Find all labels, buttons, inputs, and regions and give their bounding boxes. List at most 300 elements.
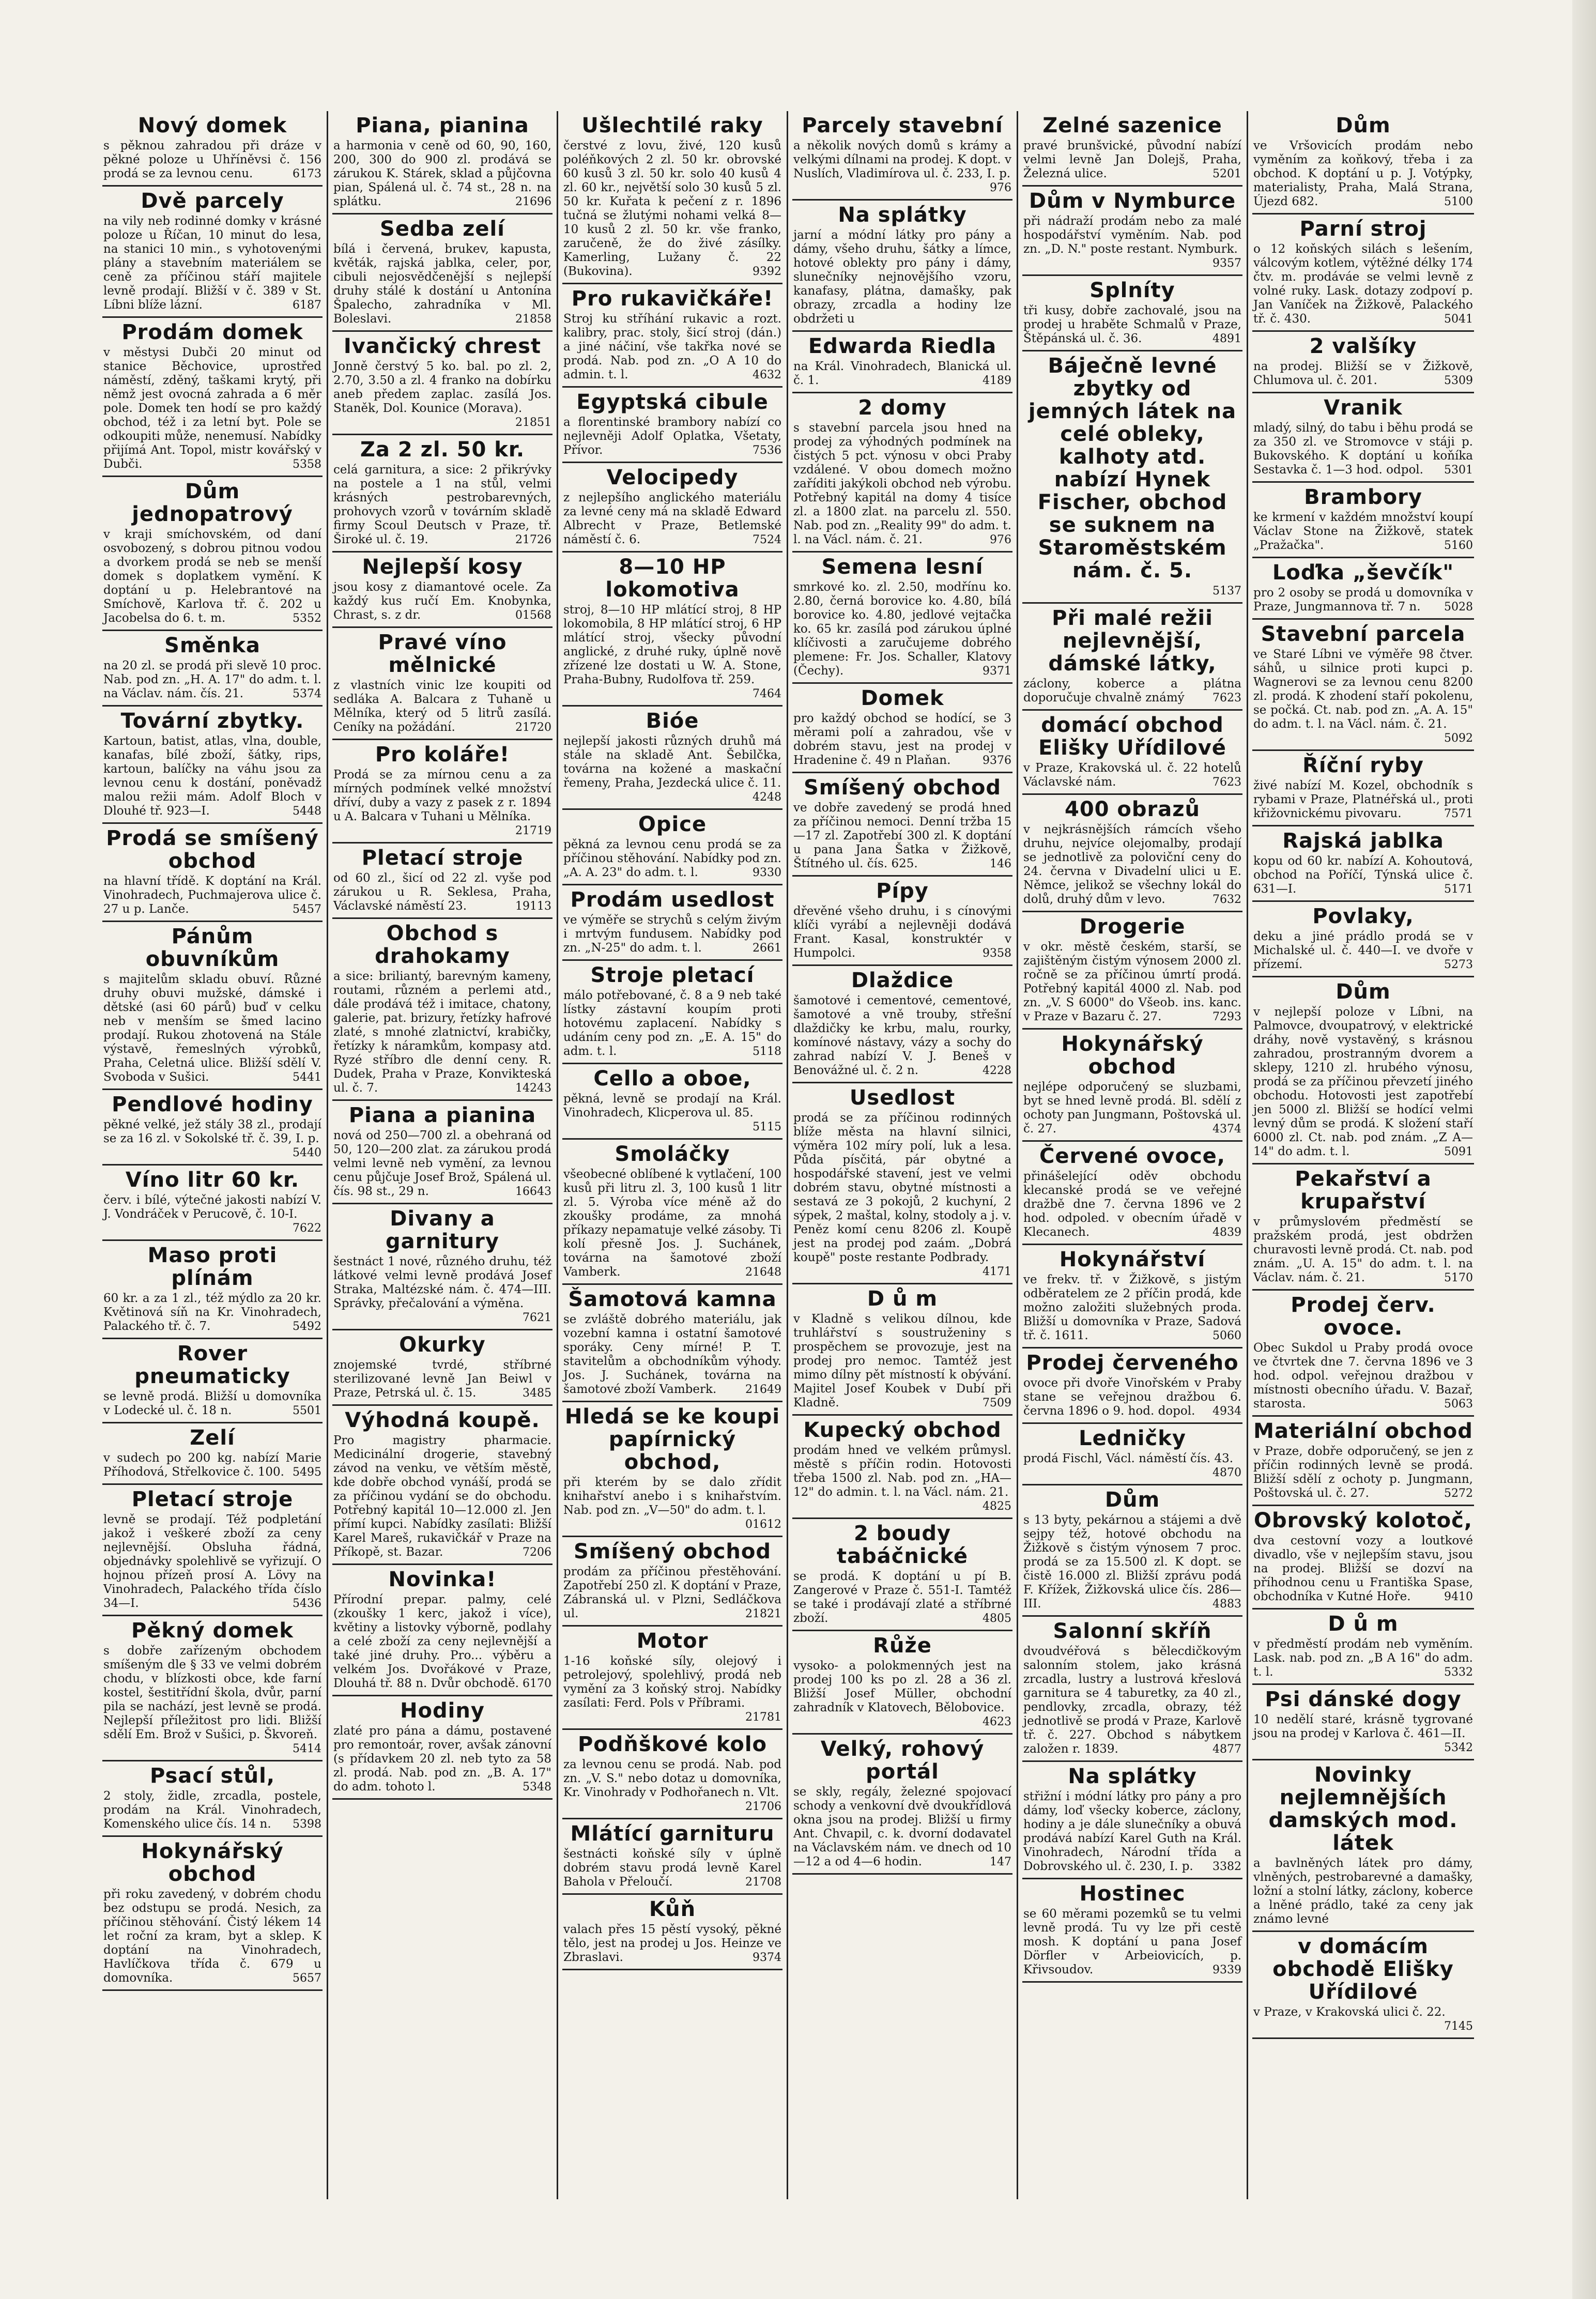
ad-body (793, 1659, 1011, 1728)
ad-code: 5309 (1444, 374, 1473, 387)
classified-ad (792, 393, 1012, 553)
ad-body (333, 463, 551, 547)
ad-title: Splníty (1089, 279, 1175, 302)
classified-ad (1022, 1879, 1242, 1983)
ad-body (1023, 1080, 1241, 1136)
ad-text: a sice: briliantý, barevným kameny, routami, různém a perlemi atd., dále prodává též i imitace, chatony, galerie, pat. brizury, řetízky hafrové zlaté, s mnohé zlatnictví, krabičky, řetízky k náramkům, kompasy atd. Ryzé stříbro dle denní ceny. R. Dudek, Praha v Praze, Konvikteská ul. č. 7. (333, 970, 551, 1095)
ad-code: 5063 (1444, 1398, 1473, 1411)
ad-code: 4891 (1213, 332, 1241, 345)
ad-title: Piana a pianina (348, 1103, 536, 1127)
ad-text: při roku zavedený, v dobrém chodu bez odstupu se prodá. Nesich, za příčinou stěhování. Čistý lékem 14 let roční za kram, byt a sklep. K doptání na Vinohradech, Havlíčkova třída č. 679 u domovníka. (103, 1888, 321, 1985)
ad-title: Ušlechtilé raky (581, 114, 763, 137)
classified-ad (562, 111, 782, 284)
ad-code: 7623 (1213, 692, 1241, 704)
classified-ad (1022, 351, 1242, 604)
classified-ad (102, 631, 323, 707)
classified-ad (792, 966, 1012, 1083)
classified-ad (792, 1735, 1012, 1875)
ad-body (1253, 1341, 1473, 1411)
ad-body (563, 1654, 781, 1724)
ad-body (793, 1111, 1011, 1278)
ad-title: Kupecký obchod (803, 1418, 1002, 1442)
ad-title: Maso proti plínám (147, 1244, 278, 1290)
ad-text: mladý, silný, do tabu i běhu prodá se za 350 zl. ve Stromovce v stáji p. Bukovského. K doptání u koňíka Sestavka č. 1—3 hod. odpol. (1253, 421, 1473, 477)
ad-title: Dům jednopatrový (132, 480, 293, 526)
ad-text: 10 nedělí staré, krásně tygrované jsou na prodej v Karlova č. 461—II. (1253, 1713, 1473, 1740)
ad-body (333, 242, 551, 326)
classified-ad (1252, 1760, 1474, 1932)
ad-title: Báječně levné zbytky od jemných látek na celé obleky, kalhoty atd. nabízí Hynek Fischer, obchod se suknem na Staroměstském nám. č. 5. (1028, 354, 1237, 583)
ad-text: se zvláště dobrého materiálu, jak vozební kamna i ostatní šamotové sporáky. Ceny mírné! P. T. stavitelům a obchodníkům výhody. Jos. J. Suchánek, továrna na šamotové zboží Vamberk. (563, 1313, 781, 1396)
classified-ad (562, 284, 782, 388)
ad-title: Motor (636, 1629, 709, 1653)
ad-title: D ů m (1328, 1612, 1399, 1636)
ad-title: Parcely stavební (802, 114, 1003, 137)
ad-text: pěkná, levně se prodají na Král. Vinohradech, Klicperova ul. 85. (563, 1092, 781, 1120)
ad-title: Prodej červ. ovoce. (1291, 1293, 1436, 1340)
ad-text: v nejkrásnějších rámcích všeho druhu, nejvíce olejomalby, prodají se jednotlivě za poloviční ceny do 24. června v Divadelní ulici u E. Němce, jelikož se všechny lokál do dolů, druhý dům v levo. (1023, 823, 1241, 906)
ad-code: 4632 (753, 369, 781, 381)
ad-body (1023, 214, 1241, 270)
ad-title: Víno litr 60 kr. (125, 1168, 300, 1192)
ad-text: s pěknou zahradou při dráze v pěkné poloze u Uhříněvsi č. 156 prodá se za levnou cenu. (103, 139, 321, 180)
ad-body (793, 421, 1011, 547)
ad-code: 01568 (515, 609, 551, 622)
ad-body (1253, 421, 1473, 477)
ad-title: Sedba zelí (380, 217, 505, 241)
ad-code: 5272 (1444, 1487, 1473, 1500)
ad-text: ve Vršovicích prodám nebo vyměním za koňkový, třeba i za obchod. K doptání u p. J. Votýpky, materialisty, Praha, Malá Strana, Újezd 682. (1253, 139, 1473, 208)
ad-code: 6173 (293, 167, 321, 180)
classified-ad (1022, 1245, 1242, 1348)
column-4 (788, 111, 1018, 2199)
ad-text: Pro magistry pharmacie. Medicinální drogerie, stavebný závod na venku, ve větším městě, kde dobře obchod vynáší, prodá se za příčinou vydání se do obchodu. Potřebný kapitál 10—12.000 zl. Jen přímí kupci. Nabídky zasílati: Bližší Karel Mareš, rukavičkář v Praze na Příkopě, st. Bazar. (333, 1434, 551, 1559)
ad-text: čerstvé z lovu, živé, 120 kusů poléňkových 2 zl. 50 kr. obrovské 60 kusů 3 zl. 50 kr. solo 40 kusů 4 zl. 60 kr., největší solo 30 kusů 5 zl. 50 kr. Kuřata k pečení z r. 1896 tučná se žlutými nohami velká 8—10 kusů 2 zl. 50 kr. vše franko, zaručeně, že do živé zásílky. Kamerling, Lužany č. 22 (Bukovina). (563, 139, 781, 278)
ad-title: Pletací stroje (131, 1488, 294, 1511)
ad-body (793, 801, 1011, 871)
ad-text: při kterém by se dalo zřídit knihařství anebo i s knihařstvím. Nab. pod zn. „V—50" do adm. t. l. (563, 1476, 781, 1517)
ad-title: Pípy (876, 879, 929, 903)
classified-ad (1252, 214, 1474, 332)
ad-title: Pro rukavičkáře! (571, 287, 774, 311)
ad-code: 4623 (983, 1715, 1011, 1728)
ad-body (563, 734, 781, 804)
ad-title: Dům (1336, 980, 1391, 1004)
ad-body (793, 228, 1011, 326)
ad-code: 5448 (293, 805, 321, 818)
ad-body (103, 1451, 321, 1479)
ad-code: 976 (990, 181, 1011, 194)
classified-ad (562, 1895, 782, 1970)
ad-code: 7464 (753, 687, 781, 700)
ad-code: 7293 (1213, 1010, 1241, 1023)
ad-body (563, 1923, 781, 1965)
ad-body (333, 1434, 551, 1559)
ad-title: Egyptská cibule (576, 390, 769, 414)
ad-text: a bavlněných látek pro dámy, vlněných, pestrobarevné a damašky, ložní a stolní látky, záclony, koberce a lněné prádlo, také za ceny jak známo levné (1253, 1857, 1473, 1926)
ad-text: ve Staré Líbni ve výměře 98 čtver. sáhů, u silnice proti kupci p. Wagnerovi se za levnou cenu 8200 zl. prodá. K zhodení staří pokolenu, se počká. Ct. nab. pod zn. „A. A. 15" do adm. t. l. na Václ. nám. č. 21. (1253, 648, 1473, 731)
ad-body (563, 416, 781, 457)
ad-code: 21649 (745, 1383, 781, 1396)
ad-title: 8—10 HP lokomotiva (605, 555, 740, 602)
ad-text: s majitelům skladu obuví. Různé druhy obuvi mužské, dámské i dětské (asi 60 párů) buď v celku neb v menším se šmed lacino prodají. Rukou zhotovená na Stále výstavě, řemeslných výrobků, Praha, Celetná ulice. Bližší sdělí V. Svoboda v Sušici. (103, 973, 321, 1084)
ad-code: 4870 (1213, 1466, 1241, 1479)
ad-text: 2 stoly, židle, zrcadla, postele, prodám na Král. Vinohradech, Komenského ulice čís. 14 n. (103, 1789, 321, 1831)
classified-ad (562, 463, 782, 553)
ad-code: 4171 (983, 1265, 1011, 1278)
ad-body (1253, 586, 1473, 614)
classified-ad (1252, 393, 1474, 483)
ad-body (563, 1847, 781, 1889)
ad-title: Salonní skříň (1053, 1619, 1212, 1643)
ad-body (793, 580, 1011, 678)
ad-code: 21696 (515, 195, 551, 208)
ad-text: 1-16 koňské síly, olejový i petrolejový, spolehlivý, prodá neb vymění za 3 koňský stroj. Nabídky zasílati: Ferd. Pols v Příbrami. (563, 1654, 781, 1710)
ad-text: v průmyslovém předměstí se pražském prodá, jest obdržen churavosti levně prodá. Ct. nab. pod znám. „U. A. 15" do adm. t. l. na Václav. nám. č. 21. (1253, 1215, 1473, 1284)
ad-text: prodá Fischl, Václ. náměstí čís. 43. (1023, 1452, 1234, 1465)
classified-ad (1252, 111, 1474, 214)
ad-text: červ. i bílé, výtečné jakosti nabízí V. J. Vondráček v Perucově, č. 10-I. (103, 1193, 321, 1221)
classified-ad (792, 332, 1012, 393)
ad-title: 2 domy (858, 396, 947, 420)
ad-title: Smíšený obchod (573, 1540, 772, 1564)
ad-code: 21821 (745, 1607, 781, 1620)
classified-ad (1252, 558, 1474, 620)
ad-code: 5492 (293, 1320, 321, 1333)
ad-code: 5501 (293, 1404, 321, 1417)
ad-text: na vily neb rodinné domky v krásné poloze u Říčan, 10 minut do lesa, na stanici 10 min., s vyhotovenými plány a stavebním materiálem se ceně za příčinou stáří majitele levně prodají. Bližší v č. 389 v St. Líbni blíže lázní. (103, 214, 321, 312)
classified-ad (102, 111, 323, 187)
ad-body (103, 1513, 321, 1611)
ad-text: s dobře zařízeným obchodem smíšeným dle § 33 ve velmi dobrém chodu, v blízkosti obce, kde farní kostel, šestitřídní škola, dvůr, parní pila se nachází, jest levně se prodá. Nejlepší příležitost pro lidi. Bližší sdělí Em. Brož v Sušici, p. Škvoreň. (103, 1644, 321, 1741)
ad-title: Semena lesní (821, 555, 984, 579)
classified-ad (332, 628, 553, 740)
ad-code: 9392 (753, 265, 781, 278)
classified-ad (1252, 332, 1474, 393)
ad-text: Kartoun, batist, atlas, vlna, double, kanafas, bílé zboží, šátky, rips, kartoun, balíčky na váhu jsou za levnou cenu k dostání, poněvadž malou režii mám. Adolf Bloch v Dlouhé tř. 923—I. (103, 734, 321, 818)
ad-body (563, 1758, 781, 1813)
ad-title: Povlaky, (1312, 905, 1414, 928)
classified-ad (792, 1519, 1012, 1631)
classified-ad (562, 810, 782, 885)
ad-body (103, 1118, 321, 1159)
ad-title: Říční ryby (1302, 754, 1424, 777)
classified-ad (332, 1406, 553, 1565)
classified-ad (332, 435, 553, 553)
ad-text: smrkové ko. zl. 2.50, modřínu ko. 2.80, černá borovice ko. 4.80, bílá borovice ko. 4.80, jedlové vejtačka ko. 65 kr. zasílá pod zárukou úplné klíčivosti a zaručujeme dobrého plemene: Fr. Jos. Schaller, Klatovy (Čechy). (793, 580, 1011, 678)
ad-body (1253, 1005, 1473, 1159)
ad-body (1023, 1513, 1241, 1611)
ad-title: Za 2 zl. 50 kr. (360, 438, 525, 462)
ad-body (103, 214, 321, 312)
ad-title: 2 valšíky (1309, 334, 1417, 358)
classified-ad (562, 1402, 782, 1537)
classified-ad (1252, 1932, 1474, 2039)
ad-text: šestnácti koňské síly v úplně dobrém stavu prodá levně Karel Bahola v Přeloučí. (563, 1847, 781, 1889)
ad-title: Zelí (190, 1426, 235, 1450)
ad-text: v nejlepší poloze v Líbni, na Palmovce, dvoupatrový, v elektrické dráhy, nově vystavěný, s krásnou zahradou, prostranným dvorem a sklepy, 1210 zl. hrubého výnosu, prodá se za příčinou převzetí jiného obchodu. Hotovosti jest zapotřebí jen 5000 zl. Bližší se hodící velmi levný dům se prodá. K složení staří 6000 zl. Ct. nab. pod znám. „Z A—14" do adm. t. l. (1253, 1005, 1473, 1158)
ad-title: Hodiny (400, 1699, 485, 1723)
ad-text: z vlastních vinic lze koupiti od sedláka A. Balcara z Tuhaně u Mělníka, který od 5 litrů zasílá. Ceníky na požádání. (333, 679, 551, 734)
ad-code: 5436 (293, 1597, 321, 1610)
ad-text: pro 2 osoby se prodá u domovníka v Praze, Jungmannova tř. 7 n. (1253, 586, 1473, 614)
ad-text: všeobecné oblíbené k vytlačení, 100 kusů při litru zl. 3, 100 kusů 1 litr zl. 5. Výroba více méně až do zkoušky prodáme, za mnohá příkazy nepamatuje velké zásoby. Ti kolí přesně Jos. J. Suchánek, továrna na šamotové zboží Vamberk. (563, 1168, 781, 1279)
ad-body (103, 528, 321, 625)
classified-ad (102, 1166, 323, 1241)
ad-title: Drogerie (1079, 915, 1186, 939)
ad-body (793, 1312, 1011, 1410)
ad-text: dvoudvéřová s bělecdičkovým salonním stolem, jako krásná zrcadla, lustry a lustrová křeslová garnitura se 4 taburetky, za 40 zl., pendlovky, zrcadla, obrazy, též jednotlivě se prodá v Praze, Karlově tř. č. 227. Obchod s nábytkem založen r. 1839. (1023, 1645, 1241, 1756)
ad-code: 5091 (1444, 1145, 1473, 1158)
ad-text: v předměstí prodám neb vyměním. Lask. nab. pod zn. „B A 16" do adm. t. l. (1253, 1637, 1473, 1679)
ad-code: 5100 (1444, 195, 1473, 208)
ad-title: Pendlové hodiny (112, 1093, 313, 1116)
ad-body (563, 1313, 781, 1397)
ad-body (563, 603, 781, 700)
ad-text: pěkné velké, jež stály 38 zl., prodají se za 16 zl. v Sokolské tř. č. 39, I. p. (103, 1118, 321, 1145)
ad-text: v okr. městě českém, starší, se zajištěným čistým výnosem 2000 zl. ročně se za příčinou úmrtí prodá. Potřebný kapitál 4000 zl. Nab. pod zn. „V. S 6000" do Všeob. ins. kanc. v Praze v Bazaru č. 27. (1023, 940, 1241, 1023)
classified-ad (1252, 620, 1474, 751)
classified-ad (792, 877, 1012, 966)
classified-ad (792, 684, 1012, 773)
ad-body (1253, 1534, 1473, 1604)
ad-code: 5301 (1444, 464, 1473, 477)
classified-ad (792, 1631, 1012, 1735)
ad-text: vysoko- a polokmenných jest na prodej 100 ks po zl. 28 a 36 zl. Bližší Josef Müller, obchodní zahradník v Klatovech, Bělobovice. (793, 1659, 1011, 1714)
ad-code: 7536 (753, 444, 781, 457)
classified-ad (102, 824, 323, 922)
classified-ad (102, 1485, 323, 1616)
ad-title: Kůň (649, 1897, 696, 1921)
ad-text: málo potřebované, č. 8 a 9 neb také lístky zástavní koupím proti hotovému zaplacení. Nabídky s udáním ceny pod zn. „E. A. 15" do adm. t. l. (563, 989, 781, 1058)
ad-text: při nádraží prodám nebo za malé hospodářství vyměním. Nab. pod zn. „D. N." poste restant. Nymburk. (1023, 214, 1241, 256)
ad-text: se skly, regály, železné spojovací schody a venkovní dvě dvoukřídlová okna jsou na prodej. Bližší u firmy Ant. Chvapil, c. k. dvorní dodavatel na Václavském nám. ve dnech od 10—12 a od 4—6 hodin. (793, 1785, 1011, 1868)
ad-body (1023, 1645, 1241, 1756)
ad-title: Bióe (646, 709, 699, 733)
ad-text: nejlépe odporučený se sluzbami, byt se hned levně prodá. Bl. sdělí z ochoty pan Jungmann, Poštovská ul. č. 27. (1023, 1080, 1241, 1136)
ad-text: valach přes 15 pěstí vysoký, pěkné tělo, jest na prodej u Jos. Heinze ve Zbraslavi. (563, 1923, 781, 1964)
ad-body (1023, 823, 1241, 907)
ad-text: prodám hned ve velkém průmysl. městě s příčin rodin. Hotovosti třeba 1500 zl. Nab. pod zn. „HA—12" do admin. t. l. na Václ. nám. 21. (793, 1444, 1011, 1499)
ad-title: Domek (861, 686, 944, 710)
ad-body (1253, 854, 1473, 896)
ad-text: znojemské tvrdé, stříbrné sterilizované levně Jan Beiwl v Praze, Petrská ul. č. 15. (333, 1358, 551, 1400)
ad-body (333, 1358, 551, 1400)
ad-text: ke krmení v každém množství koupí Václav Stone na Žižkově, statek „Pražačka". (1253, 511, 1473, 552)
classified-ad (1252, 1506, 1474, 1610)
ad-code: 3382 (1213, 1860, 1241, 1873)
ad-body (103, 1292, 321, 1334)
ad-body (333, 139, 551, 209)
ad-code: 5028 (1444, 601, 1473, 614)
ad-body (103, 346, 321, 471)
ad-body (1023, 940, 1241, 1024)
ad-code: 5115 (753, 1121, 781, 1133)
ad-text: prodám za příčinou přestěhování. Zapotřebí 250 zl. K doptání v Praze, Zábranská ul. v Plzni, Sedláčkova ul. (563, 1565, 781, 1620)
ad-title: Mlátící garnituru (570, 1822, 775, 1846)
ad-body (563, 1092, 781, 1133)
classified-ad (1252, 826, 1474, 902)
ad-body (1023, 1376, 1241, 1418)
ad-code: 9371 (983, 665, 1011, 678)
ad-code: 21851 (515, 416, 551, 429)
ad-body (333, 1129, 551, 1199)
ad-title: Velocipedy (606, 466, 739, 489)
ad-body (1023, 677, 1241, 705)
ad-title: Ledničky (1079, 1427, 1186, 1450)
ad-code: 4934 (1213, 1405, 1241, 1418)
ad-text: s 13 byty, pekárnou a stájemi a dvě sejpy též, hotové obchodu na Žižkově s čistým výnosem 7 proc. prodá se za 15.500 zl. K dopt. se čistě 16.000 zl. Bližší zprávu podá F. Křížek, Žižkovská ulice čís. 286—III. (1023, 1513, 1241, 1611)
ad-text: Prodá se za mírnou cenu a za mírných podmínek velké množství dříví, duby a vazy z pasek z r. 1894 u A. Balcara v Tuhani u Mělníka. (333, 768, 551, 823)
ad-text: Stroj ku stříhání rukavic a rozt. kalibry, prac. stoly, šicí stroj (dán.) a jiné náčiní, vše takřka nové se prodá. Nab. pod zn. „O A 10 do admin. t. l. (563, 312, 781, 381)
classified-ad (1252, 977, 1474, 1164)
ad-code: 7632 (1213, 893, 1241, 906)
ad-text: přinášelející oděv obchodu klecanské prodá se ve veřejné dražbě dne 7. června 1896 ve 2 hod. odpoled. v obecním úřadě v Klecanech. (1023, 1170, 1241, 1239)
ad-code: 4805 (983, 1612, 1011, 1625)
ad-text: levně se prodají. Též podpletání jakož i veškeré zboží za ceny nejlevnější. Obsluha řádná, objednávky spolehlivě se vyřizují. O hojnou přízeň prosí A. Lövy na Vinohradech, Palackého třída číslo 34—I. (103, 1513, 321, 1610)
ad-code: 16643 (515, 1185, 551, 1198)
ad-title: Usedlost (849, 1086, 956, 1110)
column-6 (1248, 111, 1478, 2199)
ad-text: v Kladně s velikou dílnou, kde truhlářství s soustruženiny s prospěchem se provozuje, jest na prodej pro nemoc. Tamtéž jest mimo dílny pět místností k obývání. Majitel Josef Koubek v Dubí při Kladně. (793, 1312, 1011, 1409)
ad-body (563, 989, 781, 1059)
ad-code: 14243 (515, 1082, 551, 1095)
ad-title: Ivančický chrest (343, 334, 542, 358)
column-3 (558, 111, 788, 2199)
classified-ad (1022, 276, 1242, 351)
ad-text: dřevěné všeho druhu, i s cínovými klíči vyrábí a nejlevněji dodává Frant. Kasal, konstruktér v Humpolci. (793, 905, 1011, 960)
ad-body (103, 659, 321, 701)
classified-ad (1022, 912, 1242, 1030)
ad-text: v sudech po 200 kg. nabízí Marie Příhodová, Střelkovice č. 100. (103, 1451, 321, 1479)
ad-text: tři kusy, dobře zachovalé, jsou na prodej u hraběte Schmalů v Praze, Štěpánská ul. č. 36. (1023, 304, 1241, 345)
ad-code: 5342 (1444, 1741, 1473, 1754)
classified-ad (332, 553, 553, 628)
classified-ad (1022, 711, 1242, 795)
ad-text: zlaté pro pána a dámu, postavené pro remontoár, rover, avšak zánovní (s přídavkem 20 zl. neb tyto za 58 zl. prodá. Nab. pod zn. „B. A. 17" do adm. tohoto l. (333, 1724, 551, 1794)
ad-text: stroj, 8—10 HP mlátící stroj, 8 HP lokomobila, 8 HP mlátící stroj, 6 HP mlátící stroj, všecky původní anglické, z druhé ruky, úplně nově zřízené lze dostati u W. A. Stone, Praha-Bubny, Rudolfova tř. 259. (563, 603, 781, 686)
ad-code: 4189 (983, 374, 1011, 387)
ad-text: záclony, koberce a plátna doporučuje chvalně známý (1023, 677, 1241, 704)
ad-text: se 60 měrami pozemků se tu velmi levně prodá. Tu vy lze při cestě mosh. K doptání u pana Josef Dörfler v Arbeiovicích, p. Křivsoudov. (1023, 1907, 1241, 1976)
ad-code: 21719 (515, 824, 551, 837)
classified-ad (332, 1330, 553, 1406)
ad-title: Dům (1104, 1488, 1160, 1512)
classified-ad (1022, 111, 1242, 187)
ad-title: Prodá se smíšený obchod (106, 826, 319, 873)
ad-text: a harmonia v ceně od 60, 90, 160, 200, 300 do 900 zl. prodává se zárukou K. Stárek, sklad a půjčovna pian, Spálená ul. č. 74 st., 28 n. na splátku. (333, 139, 551, 208)
column-5 (1018, 111, 1248, 2199)
ad-code: 7623 (1213, 776, 1241, 789)
ad-title: Hostinec (1079, 1882, 1186, 1906)
ad-title: Stavební parcela (1261, 622, 1466, 646)
ad-code: 4883 (1213, 1598, 1241, 1611)
ad-title: Výhodná koupě. (345, 1408, 540, 1432)
ad-code: 7206 (523, 1546, 551, 1559)
ad-code: 5348 (523, 1781, 551, 1794)
classified-ad (562, 885, 782, 961)
classified-ad (562, 1537, 782, 1627)
classified-ad (102, 187, 323, 318)
ad-title: Hledá se ke koupi papírnický obchod, (564, 1405, 780, 1474)
ad-text: šamotové i cementové, cementové, šamotové a vně trouby, střešní dlaždičky ke krbu, malu, rourky, komínové nástavy, vázy a sochy do zahrad nabízí V. J. Beneš v Benovážné ul. č. 2 n. (793, 994, 1011, 1077)
ad-body (563, 139, 781, 279)
classified-ad (792, 773, 1012, 877)
ad-title: Dlaždice (851, 969, 954, 992)
classified-ad (1022, 795, 1242, 912)
ad-text: na hlavní třídě. K doptání na Král. Vinohradech, Puchmajerova ulice č. 27 u p. Lanče. (103, 875, 321, 916)
ad-title: 2 boudy tabáčnické (836, 1522, 968, 1568)
ad-title: Hokynářský obchod (1061, 1032, 1204, 1079)
classified-ad (562, 1730, 782, 1819)
ad-text: prodá se za příčinou rodinných blíže města na hlavní silnici, výměra 102 míry polí, luk a lesa. Půda písčitá, pár obytné a hospodářské stavení, jest ve velmi dobrém stavu, obytné místnosti a sestavá ze 3 pokojů, 2 kuchyní, 2 sýpek, 2 maštal, kolny, stodoly a j. v. Peněz komí cenu 8206 zl. Koupě jest na prodej pod zaám. „Dobrá koupě" poste restante Podbrady. (793, 1111, 1011, 1264)
ad-title: Dvě parcely (141, 189, 284, 213)
ad-title: Loďka „ševčík" (1272, 561, 1454, 585)
ad-text: od 60 zl., šicí od 22 zl. vyše pod zárukou u R. Seklesa, Praha, Václavské náměstí 23. (333, 871, 551, 913)
ad-code: 4877 (1213, 1743, 1241, 1756)
ad-code: 7571 (1444, 807, 1473, 820)
ad-text: ve výměře se strychů s celým živým i mrtvým fundusem. Nabídky pod zn. „N-25" do adm. t. l. (563, 913, 781, 955)
ad-body (333, 1724, 551, 1794)
ad-body (563, 1168, 781, 1279)
ad-text: na Král. Vinohradech, Blanická ul. č. 1. (793, 360, 1011, 387)
ad-code: 5041 (1444, 313, 1473, 326)
ad-text: v kraji smíchovském, od daní osvobozený, s dobrou pitnou vodou a dvorkem prodá se neb se menší domek s doplatkem vymění. K doptání u p. Helebrantové na Smíchově, Karlova tř. č. 202 u Jacobelsa do 6. t. m. (103, 528, 321, 625)
ad-body (1253, 511, 1473, 553)
ad-body (1253, 779, 1473, 821)
ad-code: 5332 (1444, 1666, 1473, 1679)
classified-ad (1022, 1485, 1242, 1617)
ad-code: 9330 (753, 866, 781, 879)
ad-code: 5118 (753, 1045, 781, 1058)
ad-code: 9358 (983, 947, 1011, 960)
ad-body (793, 139, 1011, 194)
ad-title: 400 obrazů (1064, 798, 1200, 821)
ad-body (1253, 1857, 1473, 1926)
classified-ad (332, 1696, 553, 1800)
ad-title: Pro koláře! (375, 743, 510, 767)
ad-code: 5170 (1444, 1271, 1473, 1284)
classified-ad (102, 1339, 323, 1423)
ad-text: ve dobře zavedený se prodá hned za příčinou nemoci. Denní tržba 15—17 zl. Zapotřebí 300 zl. K doptání u pana Jana Šatka v Žižkově, Štítného ul. čís. 625. (793, 801, 1011, 870)
classified-ad (1022, 1142, 1242, 1245)
ad-title: Piana, pianina (356, 114, 529, 137)
ad-title: Zelné sazenice (1042, 114, 1222, 137)
ad-text: celá garnitura, a sice: 2 přikrývky na postele a 1 na stůl, velmi krásných pestrobarevných, prohovych vzorů v továrním skladě firmy Scoul Deutsch v Praze, tř. Široké ul. č. 19. (333, 463, 551, 546)
classified-ad (1022, 1348, 1242, 1424)
ad-title: v domácím obchodě Elišky Uřídilové (1272, 1935, 1454, 2004)
classified-ad (102, 1837, 323, 1991)
ad-body (1253, 139, 1473, 209)
ad-code: 5495 (293, 1466, 321, 1479)
ad-code: 7509 (983, 1397, 1011, 1409)
ad-code: 9357 (1213, 257, 1241, 270)
ad-title: Pěkný domek (131, 1619, 294, 1643)
ad-code: 21648 (745, 1266, 781, 1279)
ad-title: Psi dánské dogy (1265, 1688, 1462, 1711)
ad-title: Cello a oboe, (593, 1067, 751, 1091)
classified-ad (562, 553, 782, 707)
newspaper-page (98, 111, 1473, 2199)
ad-body (793, 1444, 1011, 1513)
ad-title: Růže (873, 1634, 932, 1658)
ad-code: 4248 (753, 791, 781, 804)
ad-body (563, 838, 781, 880)
ad-text: ovoce při dvoře Vinořském v Praby stane se veřejnou dražbou 6. června 1896 o 9. hod. dopol. (1023, 1376, 1241, 1418)
ad-body (1253, 1445, 1473, 1500)
ad-code: 5414 (293, 1742, 321, 1755)
ad-title: Velký, rohový portál (820, 1737, 985, 1784)
